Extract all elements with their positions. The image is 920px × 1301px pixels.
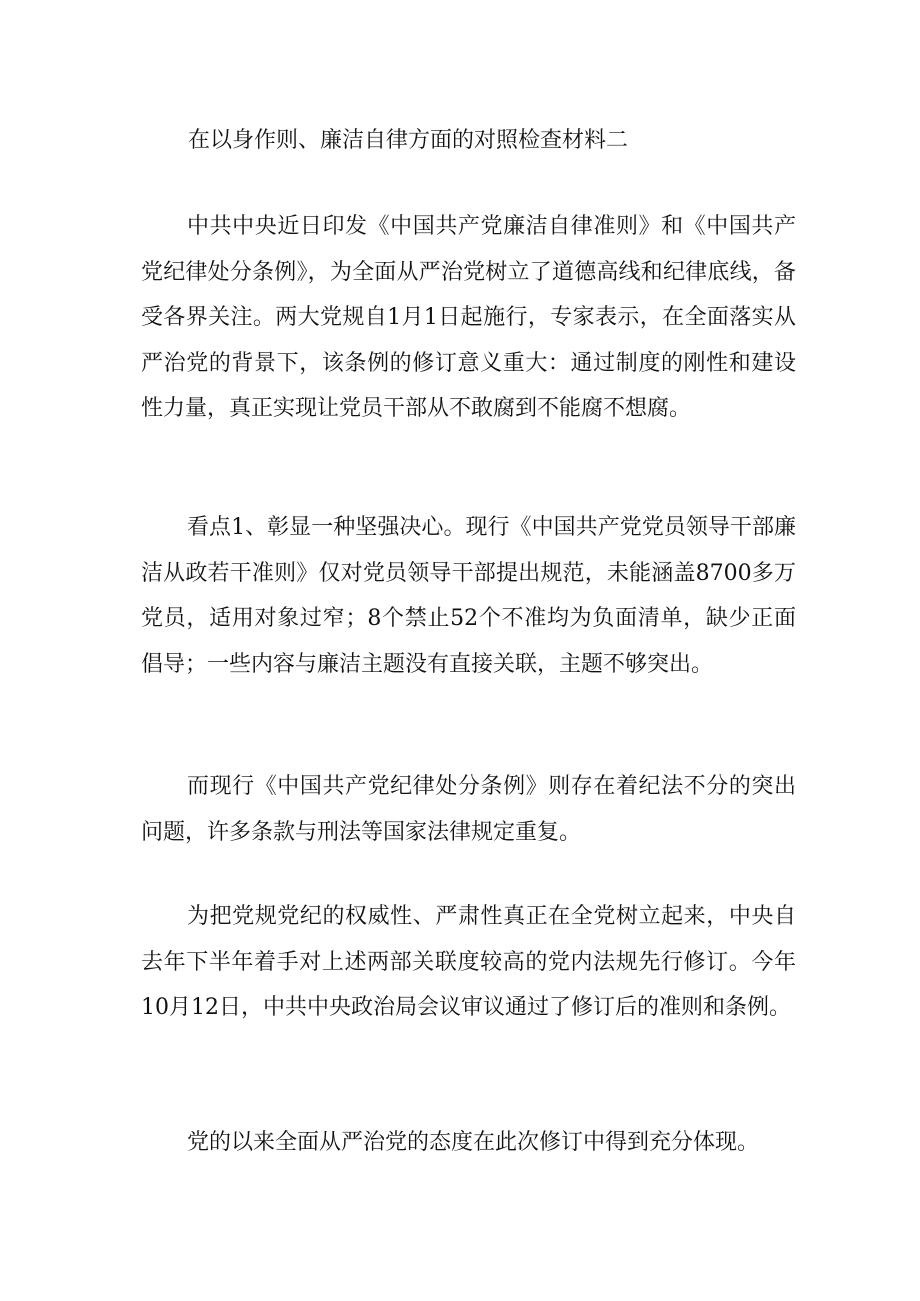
paragraph-3: 而现行《中国共产党纪律处分条例》则存在着纪法不分的突出问题，许多条款与刑法等国家法律规定重复。 [141, 774, 796, 845]
paragraph-4: 为把党规党纪的权威性、严肃性真正在全党树立起来，中央自去年下半年着手对上述两部关联度较高的党内法规先行修订。今年10月12日，中共中央政治局会议审议通过了修订后的准则和条例。 [141, 904, 796, 1021]
paragraph-5: 党的以来全面从严治党的态度在此次修订中得到充分体现。 [187, 1130, 760, 1155]
paragraph-1: 中共中央近日印发《中国共产党廉洁自律准则》和《中国共产党纪律处分条例》，为全面从严治党树立了道德高线和纪律底线，备受各界关注。两大党规自1月1日起施行，专家表示，在全面落实从严治党的背景下，该条例的修订意义重大：通过制度的刚性和建设性力量，真正实现让党员干部从不敢腐到不能腐不想腐。 [141, 214, 796, 422]
document-title: 在以身作则、廉洁自律方面的对照检查材料二 [188, 128, 629, 153]
paragraph-2: 看点1、彰显一种坚强决心。现行《中国共产党党员领导干部廉洁从政若干准则》仅对党员领导干部提出规范，未能涵盖8700多万党员，适用对象过窄；8个禁止52个不准均为负面清单，缺少正面倡导；一些内容与廉洁主题没有直接关联，主题不够突出。 [141, 515, 796, 677]
